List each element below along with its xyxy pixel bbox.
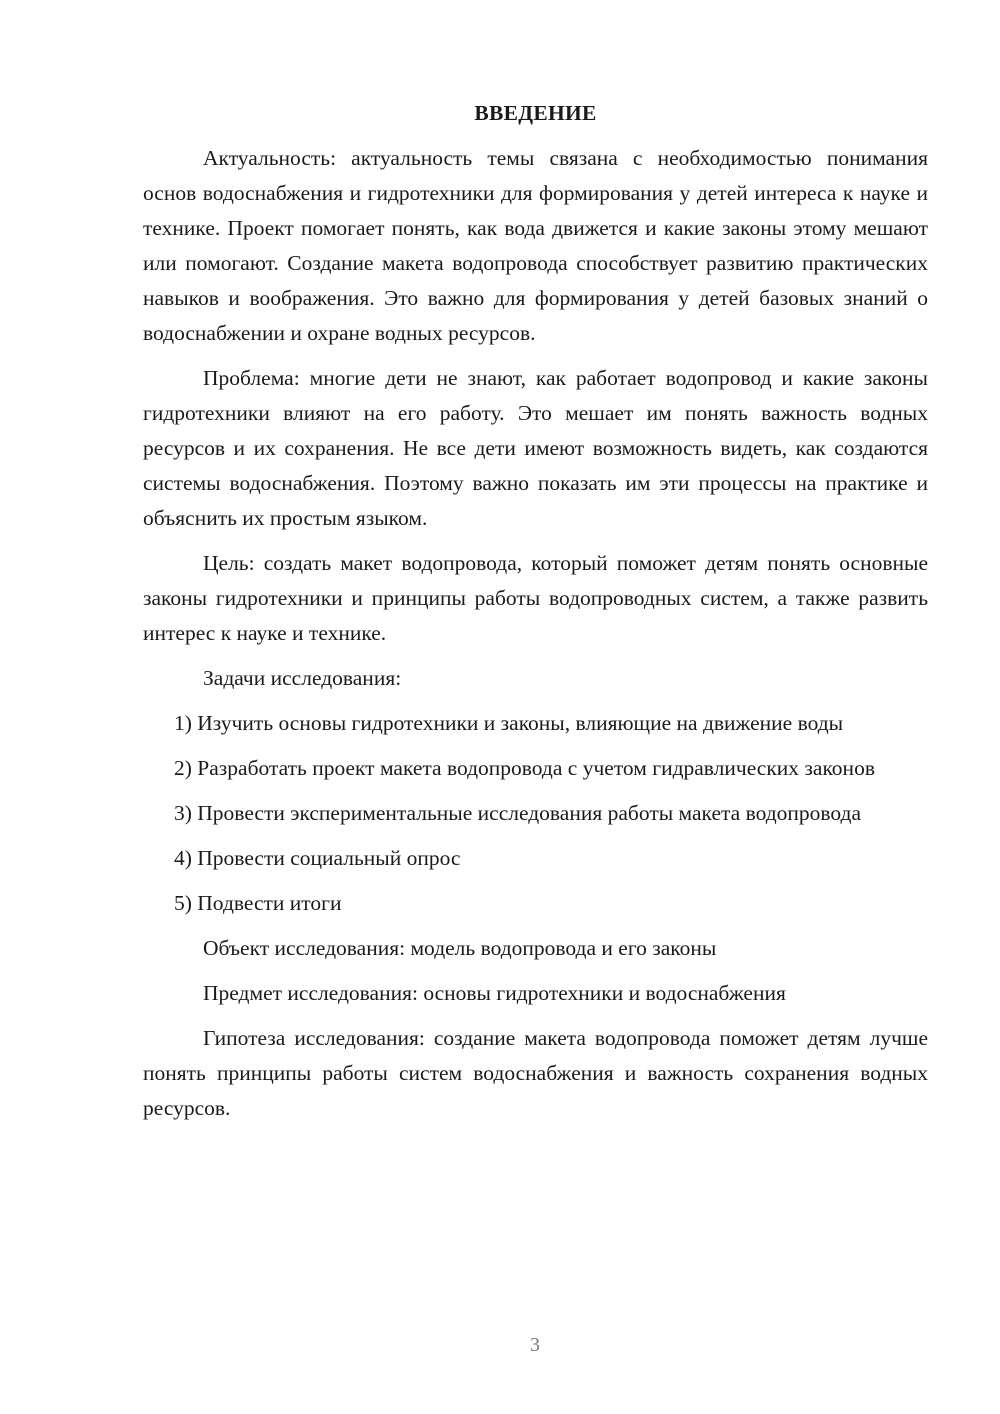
relevance-paragraph: Актуальность: актуальность темы связана с необходимостью понимания основ водоснабжения и гидротехники для формирования у детей интереса к науке и технике. Проект помогает понять, как вода движется и какие законы этому мешают или помогают. Создание макета водопровода способствует развитию практических навыков и воображения. Это важно для формирования у детей базовых знаний о водоснабжении и охране водных ресурсов.	[143, 146, 928, 345]
task-item-2: 2) Разработать проект макета водопровода с учетом гидравлических законов	[174, 756, 875, 780]
section-title: ВВЕДЕНИЕ	[474, 101, 597, 125]
task-item-4: 4) Провести социальный опрос	[174, 846, 461, 870]
object-paragraph: Объект исследования: модель водопровода и его законы	[203, 936, 717, 960]
document-page	[143, 96, 928, 1136]
goal-paragraph: Цель: создать макет водопровода, который поможет детям понять основные законы гидротехники и принципы работы водопроводных систем, а также развить интерес к науке и технике.	[143, 551, 928, 645]
task-item-1: 1) Изучить основы гидротехники и законы, влияющие на движение воды	[174, 711, 844, 735]
tasks-heading: Задачи исследования:	[203, 666, 402, 690]
hypothesis-paragraph: Гипотеза исследования: создание макета водопровода поможет детям лучше понять принципы работы систем водоснабжения и важность сохранения водных ресурсов.	[143, 1026, 928, 1120]
task-item-3: 3) Провести экспериментальные исследования работы макета водопровода	[174, 801, 862, 825]
problem-paragraph: Проблема: многие дети не знают, как работает водопровод и какие законы гидротехники влияют на его работу. Это мешает им понять важность водных ресурсов и их сохранения. Не все дети имеют возможность видеть, как создаются системы водоснабжения. Поэтому важно показать им эти процессы на практике и объяснить их простым языком.	[143, 366, 928, 530]
subject-paragraph: Предмет исследования: основы гидротехники и водоснабжения	[203, 981, 786, 1005]
task-item-5: 5) Подвести итоги	[174, 891, 342, 915]
page-number: 3	[530, 1334, 540, 1356]
